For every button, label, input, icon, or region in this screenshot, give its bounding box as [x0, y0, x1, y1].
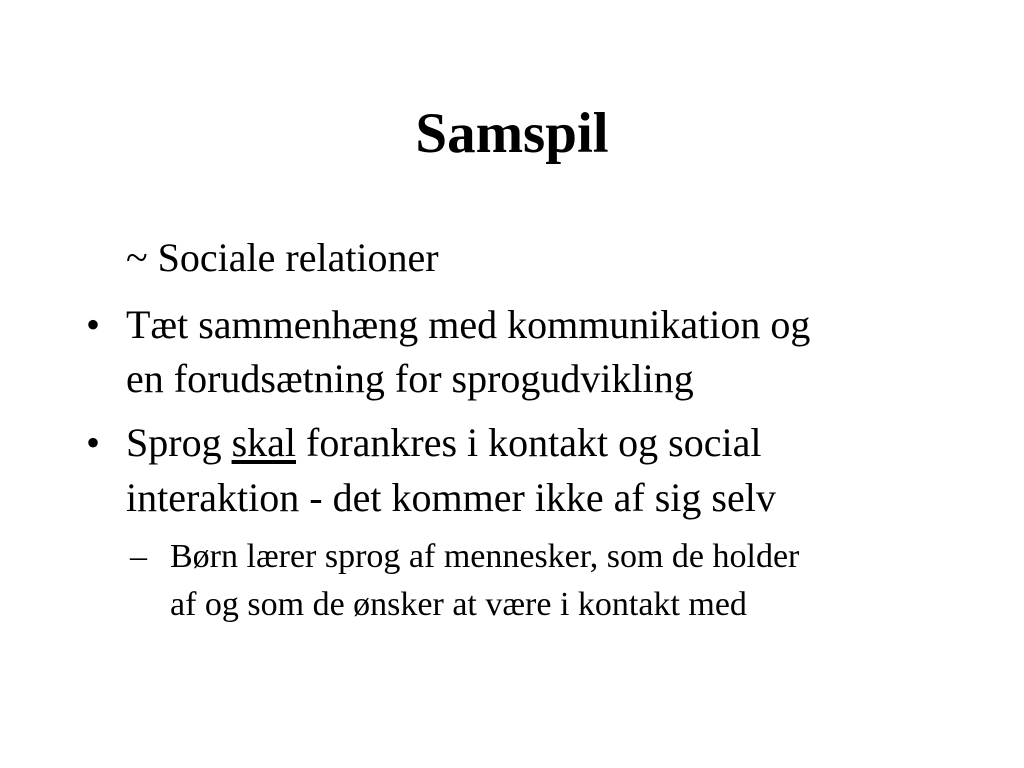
sub-bullet-marker: –: [130, 538, 147, 575]
bullet-marker: •: [86, 302, 101, 347]
bullet-2-line-2: interaktion - det kommer ikke af sig selv: [126, 475, 776, 520]
bullet-2-text-pre: Sprog: [126, 420, 232, 465]
bullet-1-line-1: Tæt sammenhæng med kommunikation og: [126, 302, 811, 347]
bullet-2-text-post: forankres i kontakt og social: [296, 420, 762, 465]
emphasis-skal: skal: [231, 420, 297, 465]
slide-title: Samspil: [415, 102, 609, 165]
bullet-1-line-2: en forudsætning for sprogudvikling: [126, 356, 694, 401]
sub-bullet-line-1: Børn lærer sprog af mennesker, som de holder: [170, 538, 800, 575]
subtitle: ~ Sociale relationer: [126, 235, 439, 280]
bullet-2-line-1: [126, 415, 761, 471]
bullet-marker: •: [86, 420, 101, 465]
sub-bullet-line-2: af og som de ønsker at være i kontakt med: [170, 586, 747, 623]
